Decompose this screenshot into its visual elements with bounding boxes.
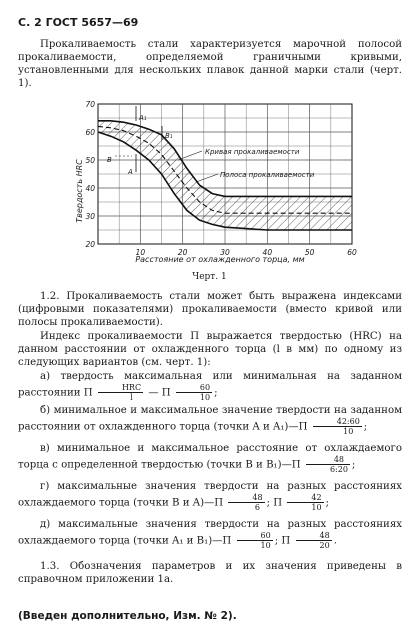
item-b-text: б) минимальное и максимальное значение твердости на заданном расстоянии от охлажденного торца (точки A и A₁)—П	[18, 405, 402, 433]
point-B-label: B	[107, 156, 112, 164]
point-A-label: A	[128, 168, 133, 176]
x-tick-label: 40	[262, 248, 273, 257]
item-b-fraction: $\frac{42:60}{10}$	[313, 417, 362, 436]
item-a: а) твердость максимальная или минимальная на заданном расстоянии П $\frac{\text{HRC}}{l}$ — П $\frac{60}{10}$ ;	[18, 371, 402, 402]
paragraph-1-3: 1.3. Обозначения параметров и их значения приведены в справочном приложении 1а.	[18, 561, 402, 585]
page-header: С. 2 ГОСТ 5657—69	[18, 16, 139, 29]
item-d-fraction-2: $\frac{48}{20}$	[296, 531, 332, 550]
paragraph-1-2: 1.2. Прокаливаемость стали может быть выражена индексами (цифровыми показателями) прокаливаемости (вместо кривой или полосы прокаливаемости).	[18, 291, 402, 328]
item-g-fraction-1: $\frac{48}{6}$	[228, 493, 264, 512]
y-tick-label: 50	[85, 156, 95, 165]
point-A1	[136, 106, 147, 122]
paragraph-index-definition: Индекс прокаливаемости П выражается твердостью (HRC) на данном расстоянии от охлажденного торца (l в мм) по одному из следующих вариантов (см. черт. 1):	[18, 331, 402, 368]
item-d: д) максимальные значения твердости на разных расстояниях охлаждаемого торца (точки A₁ и B₁)—П $\frac{60}{10}$ ; П $\frac{48}{20}$ .	[18, 519, 402, 550]
item-a-text: а) твердость максимальная или минимальная на заданном расстоянии П	[18, 371, 402, 399]
item-d-fraction-1: $\frac{60}{10}$	[237, 531, 273, 550]
y-tick-label: 60	[85, 128, 95, 137]
y-tick-label: 20	[85, 240, 95, 249]
y-tick-label: 70	[85, 100, 95, 109]
x-tick-label: 20	[177, 248, 188, 257]
item-d-sep: ; П	[274, 535, 291, 547]
item-d-text: д) максимальные значения твердости на разных расстояниях охлаждаемого торца (точки A₁ и B₁)—П	[18, 519, 402, 547]
item-a-fraction-2: $\frac{60}{10}$	[176, 383, 212, 402]
figure-caption: Черт. 1	[192, 272, 227, 282]
x-axis-title: Расстояние от охлажденного торца, мм	[135, 255, 305, 264]
item-v: в) минимальное и максимальное расстояние от охлаждаемого торца с определенной твердостью (точки B и B₁)—П $\frac{48}{6:20}$ ;	[18, 443, 402, 474]
item-b: б) минимальное и максимальное значение твердости на заданном расстоянии от охлажденного торца (точки A и A₁)—П $\frac{42:60}{10}$ ;	[18, 405, 402, 436]
label-hardenability-band: Полоса прокаливаемости	[220, 171, 315, 179]
point-A	[127, 154, 136, 176]
y-axis-title: Твердость HRC	[75, 159, 84, 223]
label-hardenability-curve: Кривая прокаливаемости	[205, 148, 300, 156]
leader-band	[196, 174, 218, 182]
item-g-sep: ; П	[266, 497, 283, 509]
x-tick-label: 10	[135, 248, 146, 257]
item-g-text: г) максимальные значения твердости на разных расстояниях охлаждаемого торца (точки B и A)—П	[18, 481, 402, 509]
item-a-fraction-1: $\frac{\text{HRC}}{l}$	[98, 383, 143, 402]
y-tick-label: 40	[85, 184, 95, 193]
x-tick-label: 30	[220, 248, 230, 257]
item-a-mid: — П	[148, 387, 171, 399]
x-tick-label: 50	[304, 248, 315, 257]
hardenability-chart	[70, 96, 370, 266]
amendment-note: (Введен дополнительно, Изм. № 2).	[18, 610, 237, 622]
item-v-text: в) минимальное и максимальное расстояние от охлаждаемого торца с определенной твердостью (точки B и B₁)—П	[18, 443, 402, 471]
intro-paragraph: Прокаливаемость стали характеризуется марочной полосой прокаливаемости, определяемой граничными кривыми, установленными для нескольких плавок данной марки стали (черт. 1).	[18, 39, 402, 89]
item-g: г) максимальные значения твердости на разных расстояниях охлаждаемого торца (точки B и A)—П $\frac{48}{6}$ ; П $\frac{42}{10}$ ;	[18, 481, 402, 512]
x-tick-label: 60	[347, 248, 357, 257]
item-v-fraction: $\frac{48}{6:20}$	[306, 455, 350, 474]
y-tick-label: 30	[85, 212, 95, 221]
leader-curve	[178, 151, 202, 160]
point-B1-label: B₁	[165, 132, 173, 140]
point-A1-label: A₁	[139, 114, 147, 122]
item-g-fraction-2: $\frac{42}{10}$	[287, 493, 323, 512]
y-tick-labels	[85, 100, 95, 249]
